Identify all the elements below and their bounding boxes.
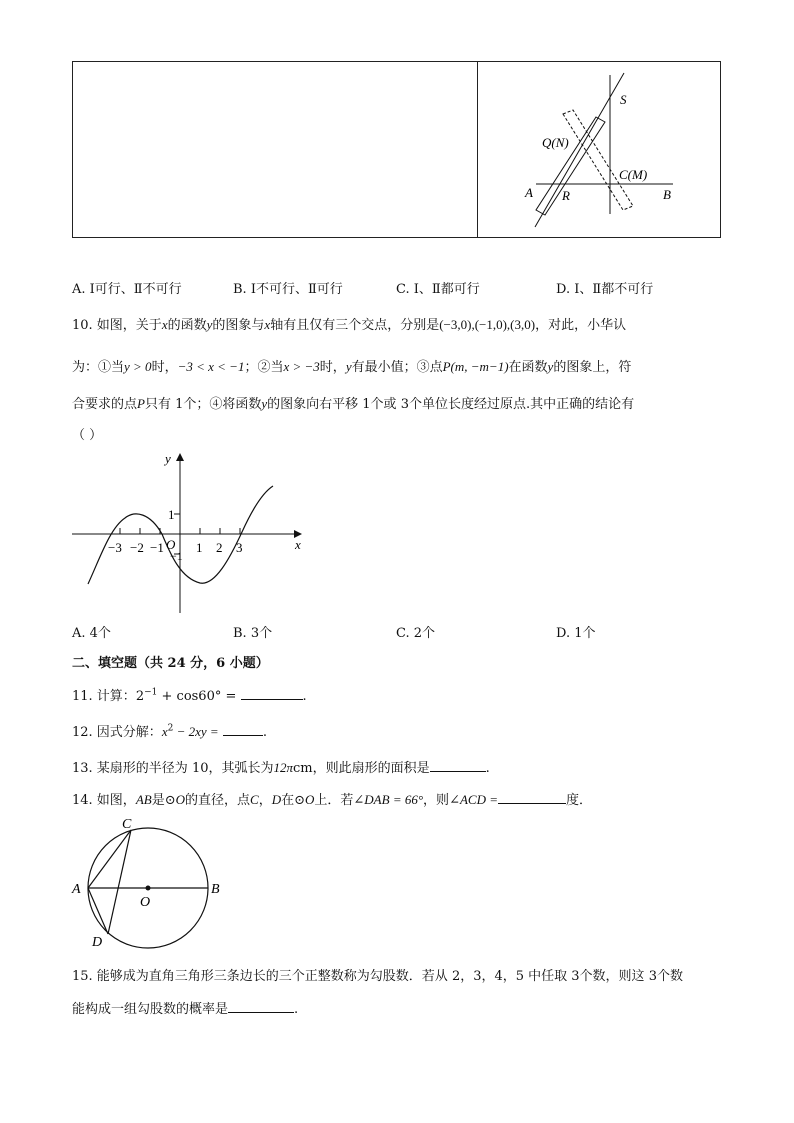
q10-line-3	[72, 393, 634, 412]
q10-graph	[70, 448, 310, 618]
q13	[72, 757, 490, 776]
axis-label-y: y	[165, 451, 171, 466]
q10-text: 在函数	[508, 360, 548, 375]
origin-label: O	[166, 537, 176, 552]
q14-ab: AB	[135, 792, 152, 807]
q11-blank[interactable]	[241, 687, 303, 700]
q12-text: 12. 因式分解：	[72, 725, 162, 740]
label-a: A	[525, 185, 533, 200]
q14-sep: ，	[258, 793, 272, 808]
q10-text: 的图象上，符	[553, 360, 632, 375]
q14-figure	[68, 814, 228, 954]
q10-text: 的函数	[167, 318, 207, 333]
q10-text: 轴有且仅有三个交点，分别是	[270, 318, 440, 333]
xtick-label: 1	[196, 540, 203, 555]
diagonal-line	[535, 73, 624, 227]
var-y: y	[345, 359, 352, 374]
ytick-label-neg1: −1	[170, 549, 183, 563]
q14-end: 度．	[565, 793, 592, 808]
q14-circle: ⊙O	[294, 792, 315, 807]
label-b: B	[211, 882, 220, 897]
label-c: C	[122, 817, 132, 832]
q14-text: 14. 如图，	[72, 793, 136, 808]
xtick-label: 3	[236, 540, 243, 555]
axis-label-x: x	[295, 537, 301, 552]
var-y: y	[206, 317, 213, 332]
q10-line-2	[72, 356, 631, 375]
q14-text: 是	[151, 793, 165, 808]
q13-text: ，则此扇形的面积是	[312, 761, 430, 776]
xtick-label: −3	[108, 540, 122, 555]
q10-cond: −3 < x < −1	[177, 359, 245, 374]
q10-cond: y > 0	[124, 359, 152, 374]
q15-line-2	[72, 998, 298, 1017]
xtick-label: −2	[130, 540, 144, 555]
q14-angle: ∠DAB = 66°	[353, 792, 424, 807]
q13-unit: cm	[293, 761, 313, 776]
label-r: R	[562, 188, 570, 203]
q12-end: .	[262, 725, 267, 740]
q10-text: ，对此，小华认	[535, 318, 627, 333]
q9-figure-table	[72, 61, 721, 238]
q14-angle: ∠ACD =	[449, 792, 498, 807]
y-axis-arrow	[176, 453, 184, 461]
q14-text: 在	[281, 793, 295, 808]
q14-point-d: D	[271, 792, 282, 807]
q12-blank[interactable]	[223, 723, 263, 736]
q9-figure	[478, 62, 723, 237]
label-cm: C(M)	[619, 167, 648, 182]
section-title: 二、填空题（共 24 分，6 小题）	[72, 656, 269, 671]
q14-text: 的直径，点	[185, 793, 251, 808]
q10-text: 有最小值；③点	[351, 360, 443, 375]
q11	[72, 685, 307, 704]
q14-circle: ⊙O	[164, 792, 185, 807]
q14-point-c: C	[250, 792, 259, 807]
q15-line-1: 15. 能够成为直角三角形三条边长的三个正整数称为勾股数．若从 2，3，4，5 中任取 3个数，则这 3个数	[72, 969, 683, 984]
center-dot	[146, 886, 151, 891]
chord-ad	[88, 888, 108, 934]
label-s: S	[620, 92, 627, 107]
q10-text: ；②当	[244, 360, 284, 375]
q11-expr: 2	[135, 689, 145, 704]
q10-option-c: C. 2个	[396, 626, 436, 641]
q13-arc: 12π	[273, 760, 293, 775]
q9-option-c: C. Ⅰ、Ⅱ都可行	[396, 282, 480, 297]
q10-option-d: D. 1个	[556, 626, 596, 641]
q13-text: 13. 某扇形的半径为 10，其弧长为	[72, 761, 274, 776]
q13-end: .	[485, 761, 490, 776]
ytick-label-1: 1	[168, 507, 175, 522]
q10-text: 的图象与	[212, 318, 265, 333]
label-qn: Q(N)	[542, 135, 569, 150]
q11-expr: + cos60° =	[157, 689, 237, 704]
label-a: A	[72, 882, 81, 897]
var-x: x	[161, 317, 168, 332]
q10-cond: x > −3	[283, 359, 320, 374]
q11-exponent: −1	[144, 687, 158, 698]
q9-option-d: D. Ⅰ、Ⅱ都不可行	[556, 282, 654, 297]
q15-blank[interactable]	[228, 1000, 294, 1013]
q10-text: 为：①当	[72, 360, 125, 375]
q12-expr: − 2xy =	[173, 724, 219, 739]
q10-text: 只有 1个；④将函数	[144, 397, 262, 412]
q11-end: .	[302, 689, 307, 704]
label-d: D	[92, 935, 103, 950]
var-y: y	[261, 396, 268, 411]
xtick-label: 2	[216, 540, 223, 555]
q13-blank[interactable]	[430, 759, 486, 772]
q9-option-b: B. Ⅰ不可行、Ⅱ可行	[233, 282, 343, 297]
q14	[72, 789, 592, 808]
q10-line-1	[72, 314, 626, 333]
q15-text: 能构成一组勾股数的概率是	[72, 1002, 229, 1017]
q11-text: 11. 计算：	[72, 689, 136, 704]
var-p: P	[137, 396, 145, 411]
q10-option-b: B. 3个	[233, 626, 273, 641]
q10-text: 的图象向右平移 1个或 3个单位长度经过原点.其中正确的结论有	[267, 397, 635, 412]
q10-option-a: A. 4个	[72, 626, 111, 641]
q12	[72, 721, 267, 740]
q10-text: 合要求的点	[72, 397, 138, 412]
xtick-label: −1	[150, 540, 164, 555]
label-b: B	[663, 187, 671, 202]
q10-text: 10. 如图，关于	[72, 318, 162, 333]
q9-option-a: A. Ⅰ可行、Ⅱ不可行	[72, 282, 182, 297]
q14-text: ，则	[423, 793, 450, 808]
q12-expr: x	[161, 724, 168, 739]
q10-text: 时，	[319, 360, 346, 375]
var-y: y	[547, 359, 554, 374]
var-x: x	[264, 317, 271, 332]
q12-exponent: 2	[167, 723, 174, 734]
label-o: O	[140, 895, 151, 910]
q10-points: (−3,0),(−1,0),(3,0)	[439, 317, 536, 332]
q10-point-p: P(m, −m−1)	[442, 359, 509, 374]
q10-text: 时，	[151, 360, 178, 375]
q15-end: .	[294, 1002, 299, 1017]
q14-text: 上．若	[314, 793, 354, 808]
q14-blank[interactable]	[498, 791, 566, 804]
q10-answer-paren: （ ）	[72, 428, 103, 443]
